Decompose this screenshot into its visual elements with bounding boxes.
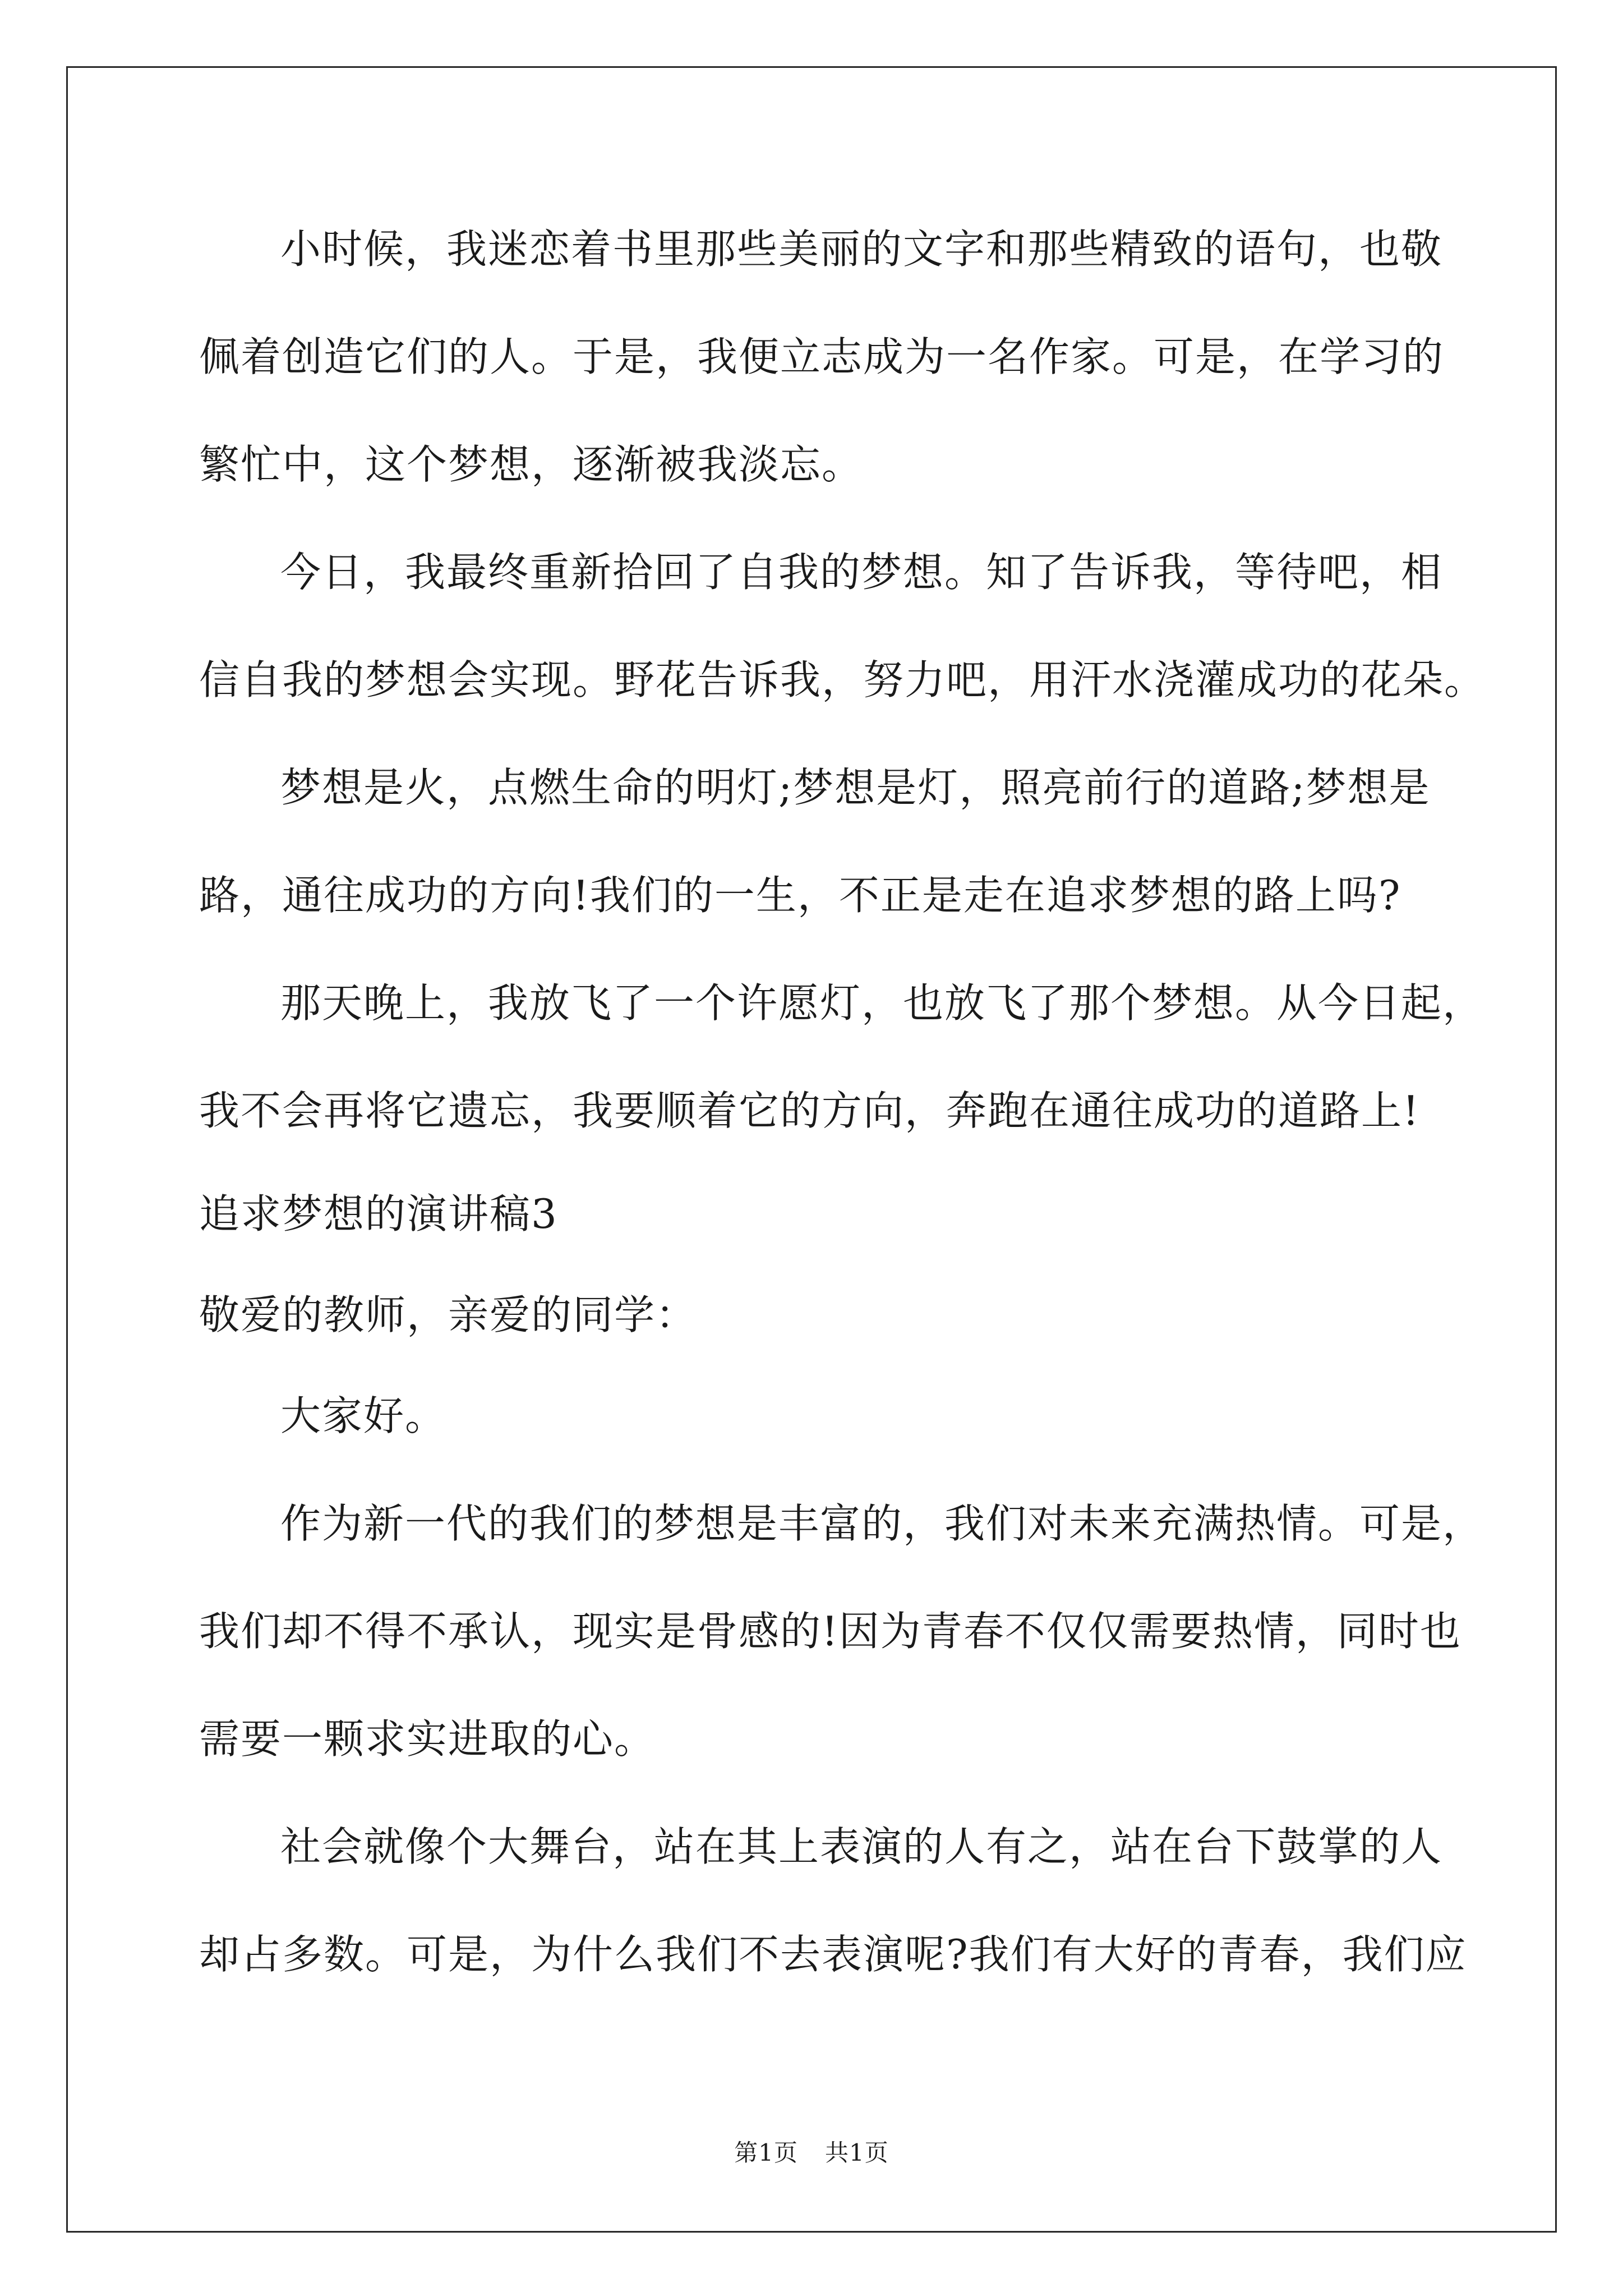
- page-footer: [0, 2137, 1623, 2169]
- text-line: 路，通往成功的方向!我们的一生，不正是走在追求梦想的路上吗?: [199, 872, 1401, 919]
- salutation: 敬爱的教师，亲爱的同学：: [199, 1291, 698, 1338]
- greeting: 大家好。: [280, 1392, 447, 1439]
- section-heading: 追求梦想的演讲稿3: [199, 1190, 558, 1237]
- text-line: 却占多数。可是，为什么我们不去表演呢?我们有大好的青春，我们应: [199, 1931, 1467, 1978]
- text-line: 我不会再将它遗忘，我要顺着它的方向，奔跑在通往成功的道路上!: [199, 1087, 1420, 1134]
- text-line: 佩着创造它们的人。于是，我便立志成为一名作家。可是，在学习的: [199, 333, 1445, 380]
- text-line: 我们却不得不承认，现实是骨感的!因为青春不仅仅需要热情，同时也: [199, 1608, 1461, 1655]
- page-number: 第1页: [734, 2139, 798, 2166]
- text-line: 小时候，我迷恋着书里那些美丽的文字和那些精致的语句，也敬: [280, 226, 1443, 273]
- text-line: 需要一颗求实进取的心。: [199, 1715, 656, 1763]
- text-line: 今日，我最终重新拾回了自我的梦想。知了告诉我，等待吧，相: [280, 549, 1443, 596]
- text-line: 那天晚上，我放飞了一个许愿灯，也放飞了那个梦想。从今日起，: [280, 979, 1484, 1027]
- document-body: [199, 0, 1486, 2296]
- text-line: 作为新一代的我们的梦想是丰富的，我们对未来充满热情。可是，: [280, 1500, 1484, 1547]
- text-line: 社会就像个大舞台，站在其上表演的人有之，站在台下鼓掌的人: [280, 1823, 1443, 1870]
- text-line: 梦想是火，点燃生命的明灯;梦想是灯，照亮前行的道路;梦想是: [280, 764, 1431, 811]
- text-line: 信自我的梦想会实现。野花告诉我，努力吧，用汗水浇灌成功的花朵。: [199, 656, 1486, 703]
- text-line: 繁忙中，这个梦想，逐渐被我淡忘。: [199, 441, 864, 488]
- page-total: 共1页: [825, 2139, 889, 2166]
